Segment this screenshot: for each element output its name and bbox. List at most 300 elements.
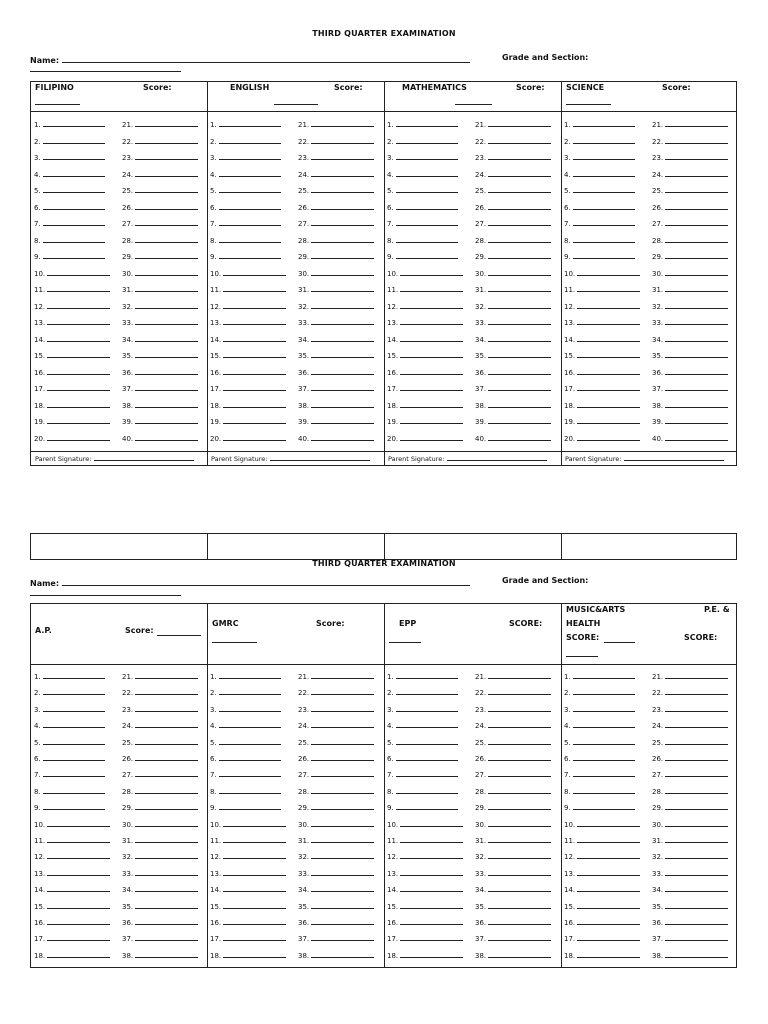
answer-item[interactable] [122,217,198,227]
answer-blank[interactable] [573,201,635,210]
answer-blank[interactable] [488,267,551,276]
answer-item[interactable] [564,801,635,811]
answer-blank[interactable] [47,850,110,859]
answer-blank[interactable] [577,432,640,441]
answer-item[interactable] [564,916,640,926]
answer-blank[interactable] [573,785,635,794]
answer-blank[interactable] [400,834,463,843]
answer-blank[interactable] [396,201,458,210]
answer-blank[interactable] [311,300,374,309]
answer-blank[interactable] [573,736,635,745]
answer-item[interactable] [210,250,281,260]
answer-blank[interactable] [135,300,198,309]
answer-blank[interactable] [223,432,286,441]
score-blank[interactable] [566,656,598,657]
answer-blank[interactable] [311,267,374,276]
answer-blank[interactable] [219,135,281,144]
answer-item[interactable] [122,283,198,293]
answer-item[interactable] [475,818,551,828]
answer-item[interactable] [210,670,281,680]
answer-item[interactable] [387,834,463,844]
answer-item[interactable] [210,850,286,860]
answer-blank[interactable] [43,151,105,160]
answer-item[interactable] [387,267,463,277]
answer-item[interactable] [387,349,463,359]
answer-blank[interactable] [43,670,105,679]
answer-blank[interactable] [47,932,110,941]
answer-blank[interactable] [135,118,198,127]
answer-blank[interactable] [135,703,198,712]
answer-item[interactable] [387,900,463,910]
answer-blank[interactable] [43,217,105,226]
answer-item[interactable] [475,201,551,211]
answer-blank[interactable] [396,118,458,127]
answer-blank[interactable] [577,883,640,892]
answer-blank[interactable] [665,670,728,679]
answer-item[interactable] [652,818,728,828]
answer-item[interactable] [652,168,728,178]
answer-blank[interactable] [573,184,635,193]
answer-blank[interactable] [219,719,281,728]
answer-item[interactable] [210,415,286,425]
answer-blank[interactable] [665,867,728,876]
answer-item[interactable] [122,333,198,343]
answer-blank[interactable] [311,135,374,144]
answer-blank[interactable] [135,234,198,243]
answer-item[interactable] [210,399,286,409]
answer-blank[interactable] [488,366,551,375]
answer-blank[interactable] [573,234,635,243]
answer-blank[interactable] [665,184,728,193]
score-blank[interactable] [604,642,635,643]
answer-item[interactable] [298,415,374,425]
answer-blank[interactable] [577,850,640,859]
answer-item[interactable] [210,932,286,942]
answer-blank[interactable] [219,118,281,127]
answer-item[interactable] [387,768,458,778]
answer-blank[interactable] [135,867,198,876]
answer-item[interactable] [210,768,281,778]
answer-blank[interactable] [577,333,640,342]
answer-item[interactable] [387,250,458,260]
answer-item[interactable] [34,949,110,959]
answer-item[interactable] [564,300,640,310]
answer-item[interactable] [298,234,374,244]
answer-item[interactable] [34,818,110,828]
answer-blank[interactable] [665,135,728,144]
answer-blank[interactable] [311,883,374,892]
answer-item[interactable] [387,932,463,942]
answer-blank[interactable] [135,801,198,810]
answer-item[interactable] [564,768,635,778]
answer-item[interactable] [122,151,198,161]
answer-item[interactable] [564,399,640,409]
answer-item[interactable] [34,850,110,860]
answer-item[interactable] [652,768,728,778]
answer-item[interactable] [652,234,728,244]
answer-blank[interactable] [488,883,551,892]
answer-item[interactable] [387,168,458,178]
answer-item[interactable] [298,201,374,211]
answer-blank[interactable] [488,415,551,424]
score-blank[interactable] [212,642,257,643]
answer-blank[interactable] [311,366,374,375]
answer-item[interactable] [387,118,458,128]
answer-blank[interactable] [577,399,640,408]
answer-item[interactable] [122,818,198,828]
answer-blank[interactable] [135,818,198,827]
answer-blank[interactable] [43,719,105,728]
answer-item[interactable] [475,932,551,942]
answer-item[interactable] [34,785,105,795]
answer-blank[interactable] [311,201,374,210]
answer-blank[interactable] [577,349,640,358]
answer-item[interactable] [564,217,635,227]
answer-blank[interactable] [400,949,463,958]
answer-item[interactable] [34,382,110,392]
answer-item[interactable] [34,135,105,145]
answer-item[interactable] [298,670,374,680]
answer-item[interactable] [298,818,374,828]
answer-item[interactable] [298,217,374,227]
name-field[interactable] [30,53,470,65]
answer-blank[interactable] [665,834,728,843]
answer-item[interactable] [387,382,463,392]
answer-blank[interactable] [311,670,374,679]
answer-item[interactable] [564,135,635,145]
answer-item[interactable] [298,118,374,128]
answer-blank[interactable] [47,900,110,909]
answer-blank[interactable] [311,949,374,958]
answer-blank[interactable] [311,867,374,876]
answer-blank[interactable] [665,719,728,728]
answer-blank[interactable] [135,184,198,193]
answer-item[interactable] [122,168,198,178]
answer-blank[interactable] [396,250,458,259]
answer-blank[interactable] [488,168,551,177]
answer-item[interactable] [298,333,374,343]
answer-item[interactable] [475,900,551,910]
answer-blank[interactable] [577,900,640,909]
answer-item[interactable] [652,399,728,409]
answer-blank[interactable] [43,250,105,259]
answer-item[interactable] [652,900,728,910]
answer-item[interactable] [475,686,551,696]
answer-item[interactable] [210,234,281,244]
answer-blank[interactable] [573,801,635,810]
answer-item[interactable] [122,234,198,244]
answer-blank[interactable] [219,801,281,810]
answer-blank[interactable] [488,151,551,160]
answer-item[interactable] [564,250,635,260]
answer-item[interactable] [652,267,728,277]
answer-blank[interactable] [488,283,551,292]
answer-item[interactable] [564,349,640,359]
answer-blank[interactable] [573,118,635,127]
answer-item[interactable] [475,834,551,844]
answer-item[interactable] [34,432,110,442]
score-blank[interactable] [566,104,611,105]
answer-blank[interactable] [573,135,635,144]
answer-item[interactable] [122,785,198,795]
answer-item[interactable] [34,834,110,844]
answer-blank[interactable] [219,703,281,712]
answer-blank[interactable] [400,867,463,876]
answer-item[interactable] [652,300,728,310]
answer-item[interactable] [387,135,458,145]
answer-item[interactable] [652,752,728,762]
answer-blank[interactable] [488,250,551,259]
answer-item[interactable] [652,366,728,376]
answer-item[interactable] [122,768,198,778]
answer-blank[interactable] [396,234,458,243]
answer-item[interactable] [387,850,463,860]
answer-blank[interactable] [577,283,640,292]
answer-item[interactable] [387,283,463,293]
answer-blank[interactable] [577,382,640,391]
answer-blank[interactable] [135,333,198,342]
answer-blank[interactable] [665,201,728,210]
answer-item[interactable] [564,366,640,376]
answer-blank[interactable] [400,316,463,325]
answer-item[interactable] [298,801,374,811]
answer-item[interactable] [122,201,198,211]
answer-blank[interactable] [577,300,640,309]
answer-item[interactable] [475,949,551,959]
answer-blank[interactable] [43,135,105,144]
answer-item[interactable] [210,201,281,211]
answer-blank[interactable] [223,366,286,375]
answer-blank[interactable] [400,267,463,276]
answer-item[interactable] [210,883,286,893]
answer-item[interactable] [122,736,198,746]
answer-blank[interactable] [665,349,728,358]
answer-item[interactable] [34,300,110,310]
answer-blank[interactable] [311,283,374,292]
answer-blank[interactable] [488,333,551,342]
answer-blank[interactable] [223,399,286,408]
answer-blank[interactable] [400,818,463,827]
answer-item[interactable] [34,366,110,376]
answer-item[interactable] [210,916,286,926]
answer-item[interactable] [210,900,286,910]
answer-blank[interactable] [400,333,463,342]
answer-blank[interactable] [311,432,374,441]
answer-blank[interactable] [135,382,198,391]
answer-item[interactable] [387,333,463,343]
answer-item[interactable] [210,818,286,828]
answer-blank[interactable] [47,283,110,292]
answer-blank[interactable] [573,703,635,712]
answer-item[interactable] [122,703,198,713]
answer-blank[interactable] [135,916,198,925]
answer-blank[interactable] [665,283,728,292]
answer-item[interactable] [564,333,640,343]
answer-blank[interactable] [219,184,281,193]
answer-item[interactable] [122,883,198,893]
answer-blank[interactable] [573,768,635,777]
answer-blank[interactable] [488,316,551,325]
answer-item[interactable] [652,201,728,211]
answer-blank[interactable] [311,250,374,259]
answer-item[interactable] [34,201,105,211]
answer-blank[interactable] [488,801,551,810]
answer-blank[interactable] [219,201,281,210]
answer-blank[interactable] [488,349,551,358]
answer-item[interactable] [34,316,110,326]
answer-item[interactable] [298,168,374,178]
answer-blank[interactable] [223,349,286,358]
answer-item[interactable] [34,719,105,729]
answer-item[interactable] [122,316,198,326]
answer-blank[interactable] [135,151,198,160]
answer-item[interactable] [122,267,198,277]
answer-blank[interactable] [311,316,374,325]
answer-blank[interactable] [135,217,198,226]
answer-item[interactable] [298,850,374,860]
answer-blank[interactable] [47,267,110,276]
answer-blank[interactable] [311,916,374,925]
answer-blank[interactable] [488,300,551,309]
answer-item[interactable] [475,333,551,343]
answer-blank[interactable] [223,949,286,958]
answer-item[interactable] [298,768,374,778]
grade-section-blank[interactable] [30,71,181,72]
answer-blank[interactable] [223,850,286,859]
answer-blank[interactable] [488,234,551,243]
answer-item[interactable] [298,916,374,926]
answer-item[interactable] [210,118,281,128]
answer-blank[interactable] [135,850,198,859]
answer-item[interactable] [564,151,635,161]
answer-item[interactable] [387,752,458,762]
answer-blank[interactable] [311,768,374,777]
answer-item[interactable] [564,867,640,877]
answer-item[interactable] [210,686,281,696]
answer-item[interactable] [34,217,105,227]
answer-item[interactable] [122,184,198,194]
answer-blank[interactable] [488,752,551,761]
answer-blank[interactable] [311,703,374,712]
answer-blank[interactable] [135,900,198,909]
answer-blank[interactable] [223,333,286,342]
answer-blank[interactable] [219,686,281,695]
answer-blank[interactable] [665,850,728,859]
answer-item[interactable] [652,932,728,942]
answer-item[interactable] [210,382,286,392]
answer-blank[interactable] [573,719,635,728]
answer-item[interactable] [652,785,728,795]
score-blank[interactable] [389,642,421,643]
answer-blank[interactable] [488,686,551,695]
answer-blank[interactable] [311,818,374,827]
answer-item[interactable] [564,949,640,959]
answer-item[interactable] [475,316,551,326]
answer-blank[interactable] [135,432,198,441]
answer-blank[interactable] [47,949,110,958]
answer-item[interactable] [475,736,551,746]
answer-item[interactable] [652,850,728,860]
answer-blank[interactable] [219,752,281,761]
answer-item[interactable] [652,118,728,128]
answer-item[interactable] [122,867,198,877]
answer-blank[interactable] [665,736,728,745]
answer-item[interactable] [387,703,458,713]
answer-item[interactable] [210,151,281,161]
answer-item[interactable] [210,801,281,811]
answer-item[interactable] [387,234,458,244]
answer-blank[interactable] [47,366,110,375]
answer-item[interactable] [475,432,551,442]
answer-item[interactable] [210,283,286,293]
answer-item[interactable] [34,399,110,409]
answer-blank[interactable] [223,382,286,391]
answer-blank[interactable] [47,818,110,827]
answer-blank[interactable] [665,399,728,408]
answer-blank[interactable] [665,316,728,325]
answer-item[interactable] [652,250,728,260]
answer-item[interactable] [34,250,105,260]
answer-blank[interactable] [219,670,281,679]
answer-item[interactable] [298,719,374,729]
answer-blank[interactable] [488,932,551,941]
answer-blank[interactable] [396,801,458,810]
answer-blank[interactable] [488,217,551,226]
answer-blank[interactable] [400,900,463,909]
grade-section-blank[interactable] [30,595,181,596]
answer-item[interactable] [210,333,286,343]
answer-item[interactable] [564,703,635,713]
answer-item[interactable] [564,283,640,293]
answer-item[interactable] [387,316,463,326]
answer-item[interactable] [387,670,458,680]
answer-blank[interactable] [665,234,728,243]
answer-blank[interactable] [488,768,551,777]
answer-blank[interactable] [665,118,728,127]
answer-blank[interactable] [665,818,728,827]
answer-blank[interactable] [135,736,198,745]
answer-blank[interactable] [135,670,198,679]
answer-item[interactable] [564,686,635,696]
answer-blank[interactable] [219,250,281,259]
answer-item[interactable] [652,151,728,161]
answer-item[interactable] [210,316,286,326]
answer-item[interactable] [387,686,458,696]
answer-item[interactable] [387,184,458,194]
answer-item[interactable] [210,736,281,746]
answer-blank[interactable] [665,432,728,441]
answer-item[interactable] [122,686,198,696]
answer-item[interactable] [652,670,728,680]
answer-item[interactable] [298,250,374,260]
answer-blank[interactable] [396,768,458,777]
answer-blank[interactable] [135,135,198,144]
answer-item[interactable] [475,349,551,359]
answer-item[interactable] [122,382,198,392]
answer-blank[interactable] [47,415,110,424]
answer-blank[interactable] [219,768,281,777]
answer-blank[interactable] [223,834,286,843]
answer-blank[interactable] [311,785,374,794]
answer-item[interactable] [34,349,110,359]
answer-item[interactable] [387,366,463,376]
answer-blank[interactable] [311,719,374,728]
answer-item[interactable] [298,867,374,877]
answer-blank[interactable] [43,785,105,794]
answer-item[interactable] [210,752,281,762]
answer-item[interactable] [475,399,551,409]
answer-blank[interactable] [47,300,110,309]
